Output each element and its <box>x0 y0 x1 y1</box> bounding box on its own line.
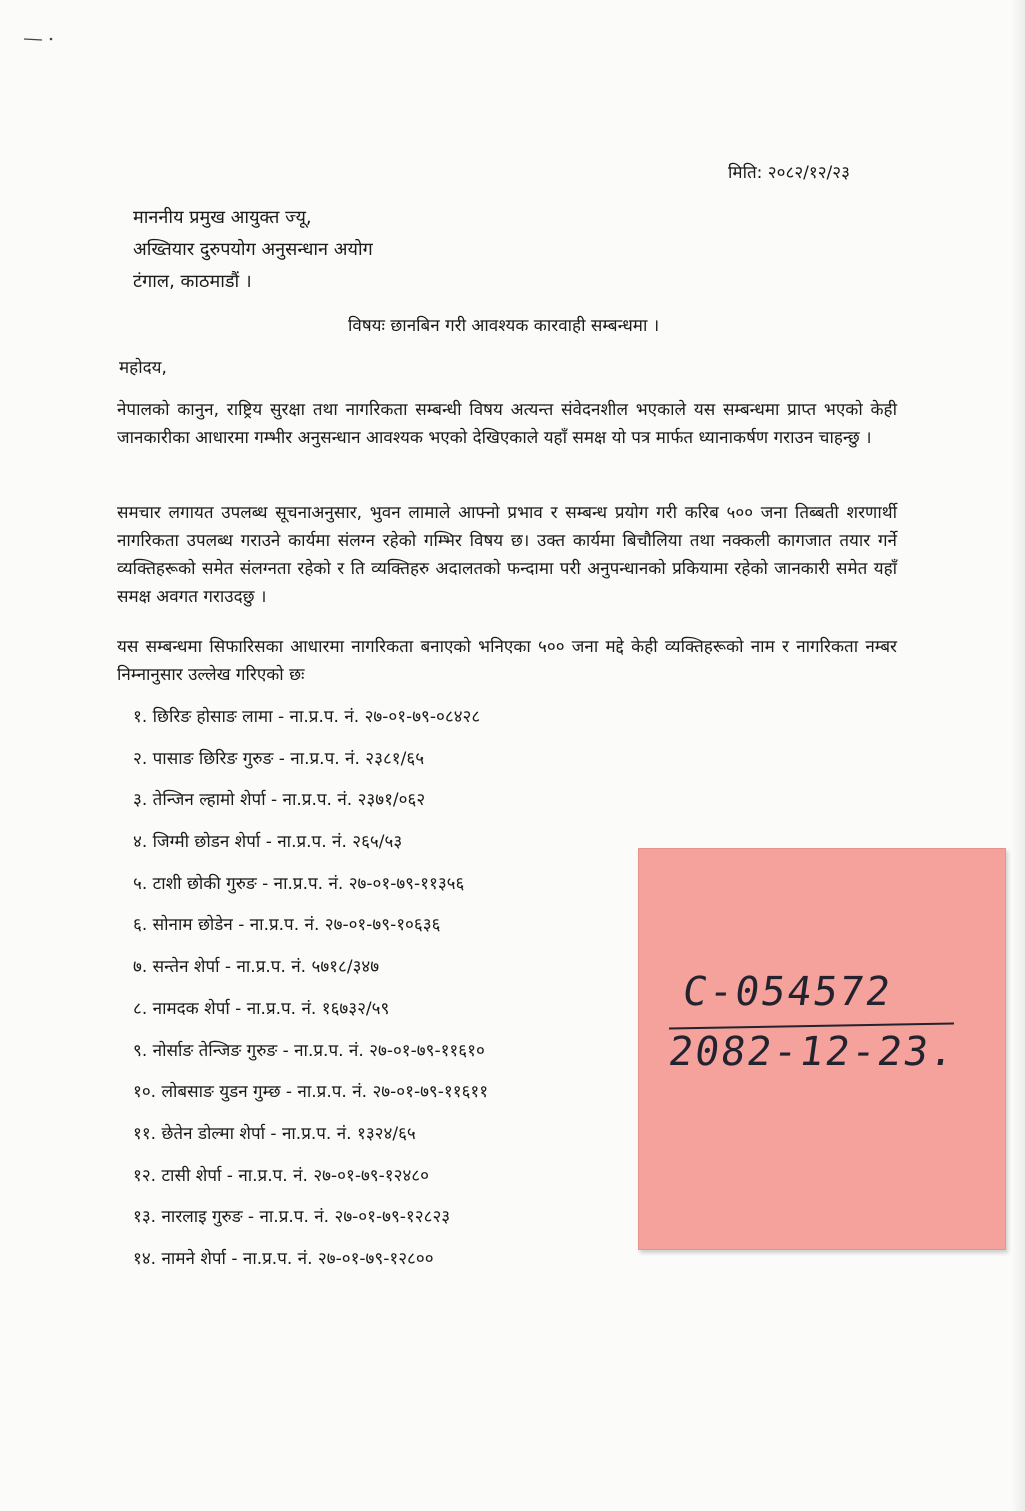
list-item: १४. नामने शेर्पा - ना.प्र.प. नं. २७-०१-७९-१२८०० <box>133 1248 434 1269</box>
page-edge-shadow <box>1011 0 1025 1511</box>
citizenship-list <box>133 702 488 1286</box>
list-item: १०. लोबसाङ युडन गुम्छ - ना.प्र.प. नं. २७-०१-७९-११६११ <box>133 1082 489 1103</box>
letter-date: मिति: २०८२/१२/२३ <box>728 163 850 183</box>
note-date: 2082-12-23. <box>665 1029 960 1075</box>
list-item: १२. टासी शेर्पा - ना.प्र.प. नं. २७-०१-७९-१२४८० <box>133 1165 429 1186</box>
list-item: १३. नारलाइ गुरुङ - ना.प्र.प. नं. २७-०१-७९-१२८२३ <box>133 1207 451 1228</box>
pen-mark <box>22 36 54 44</box>
body-paragraph: समचार लगायत उपलब्ध सूचनाअनुसार, भुवन लामाले आफ्नो प्रभाव र सम्बन्ध प्रयोग गरी करिब ५०० जना तिब्बती शरणार्थी नागरिकता उपलब्ध गराउने कार्यमा संलग्न रहेको गम्भिर विषय छ। उक्त कार्यमा बिचौलिया तथा नक्कली कागजात तयार गर्ने व्यक्तिहरूको समेत संलग्नता रहेको र ति व्यक्तिहरु अदालतको फन्दामा परी अनुपन्धानको प्रकियामा रहेको जानकारी समेत यहाँ समक्ष अवगत गराउदछु । <box>117 503 897 607</box>
note-reference-number: C-054572 <box>679 969 895 1015</box>
list-item: ६. सोनाम छोडेन - ना.प्र.प. नं. २७-०१-७९-१०६३६ <box>133 915 441 936</box>
body-paragraph: नेपालको कानुन, राष्ट्रिय सुरक्षा तथा नागरिकता सम्बन्धी विषय अत्यन्त संवेदनशील भएकाले यस सम्बन्धमा प्राप्त भएको केही जानकारीका आधारमा गम्भीर अनुसन्धान आवश्यक भएको देखिएकाले यहाँ समक्ष यो पत्र मार्फत ध्यानाकर्षण गराउन चाहन्छु । <box>117 400 897 448</box>
letter-subject: विषयः छानबिन गरी आवश्यक कारवाही सम्बन्धमा । <box>348 316 660 336</box>
list-item: ४. जिग्मी छोडन शेर्पा - ना.प्र.प. नं. २६५/५३ <box>133 832 403 853</box>
recipient-line: टंगाल, काठमाडौं । <box>133 271 252 292</box>
list-item: १. छिरिङ होसाङ लामा - ना.प्र.प. नं. २७-०१-७९-०८४२८ <box>133 707 481 727</box>
sticky-note <box>638 848 1006 1250</box>
recipient-line: अख्तियार दुरुपयोग अनुसन्धान अयोग <box>133 239 373 260</box>
salutation: महोदय, <box>119 358 167 378</box>
list-item: २. पासाङ छिरिङ गुरुङ - ना.प्र.प. नं. २३८१/६५ <box>133 748 425 769</box>
list-item: ९. नोर्साङ तेन्जिङ गुरुङ - ना.प्र.प. नं. २७-०१-७९-११६१० <box>133 1040 485 1061</box>
recipient-line: माननीय प्रमुख आयुक्त ज्यू, <box>133 207 312 228</box>
list-item: ८. नामदक शेर्पा - ना.प्र.प. नं. १६७३२/५९ <box>133 998 390 1019</box>
list-item: ३. तेन्जिन ल्हामो शेर्पा - ना.प्र.प. नं. २३७१/०६२ <box>133 790 426 811</box>
list-item: ११. छेतेन डोल्मा शेर्पा - ना.प्र.प. नं. १३२४/६५ <box>133 1123 416 1144</box>
body-paragraph: यस सम्बन्धमा सिफारिसका आधारमा नागरिकता बनाएको भनिएका ५०० जना मद्दे केही व्यक्तिहरूको नाम र नागरिकता नम्बर निम्नानुसार उल्लेख गरिएको छः <box>117 637 897 685</box>
list-item: ७. सन्तेन शेर्पा - ना.प्र.प. नं. ५७१८/३४७ <box>133 957 380 978</box>
list-item: ५. टाशी छोकी गुरुङ - ना.प्र.प. नं. २७-०१-७९-११३५६ <box>133 873 465 894</box>
recipient-address <box>133 202 373 298</box>
